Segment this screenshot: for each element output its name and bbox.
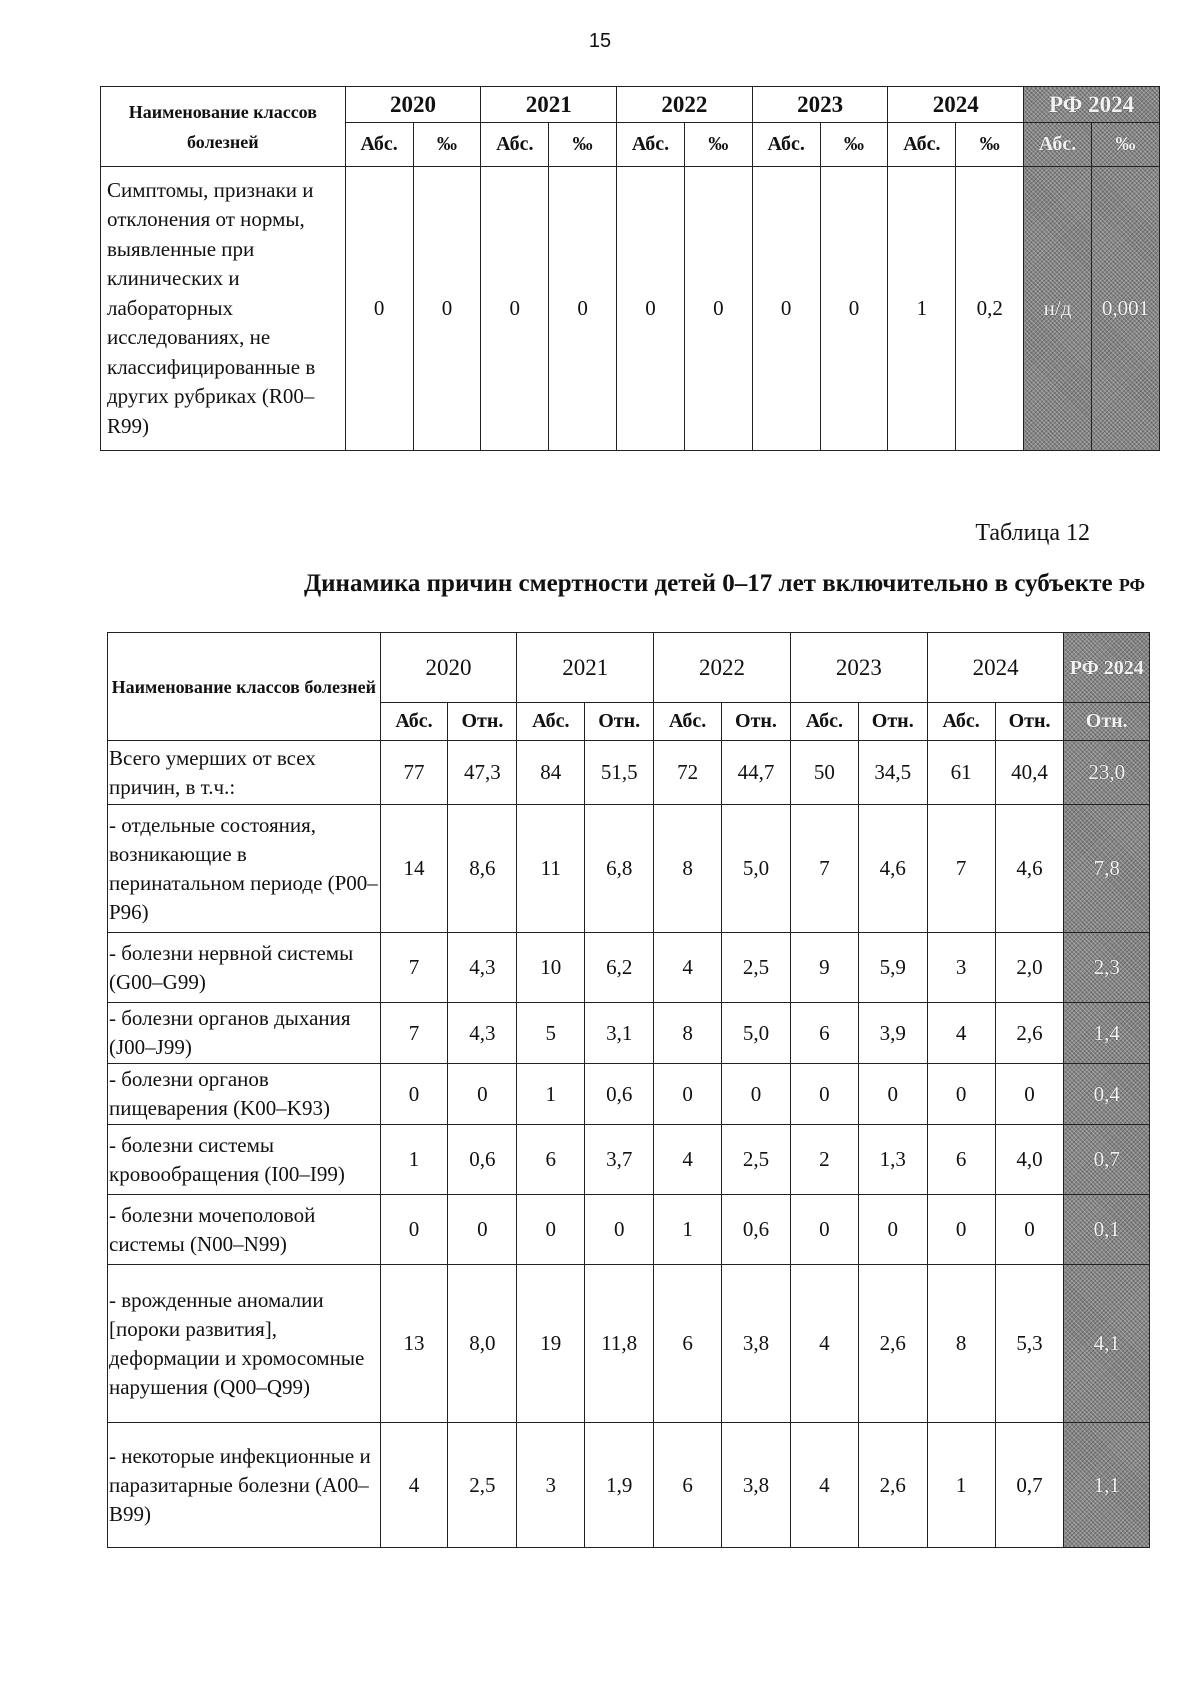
rf-cell-rel: 0,001 — [1091, 167, 1159, 451]
cell-value: 1 — [927, 1423, 995, 1548]
cell-value: 1 — [380, 1125, 448, 1195]
sub-header-abs: Абс. — [752, 123, 820, 167]
cell-value: 4,3 — [448, 1003, 517, 1064]
sub-header-rel: ‰ — [413, 123, 481, 167]
table-row — [108, 1064, 1150, 1125]
table-row — [108, 933, 1150, 1003]
year-header: 2023 — [790, 633, 927, 703]
cell-value: 8,6 — [448, 805, 517, 933]
cell-value: 0 — [448, 1064, 517, 1125]
cell-value: 4,3 — [448, 933, 517, 1003]
cell-value: 2,6 — [858, 1265, 927, 1423]
cell-value: 4 — [790, 1423, 858, 1548]
cell-value: 1,9 — [585, 1423, 654, 1548]
table-row — [108, 1003, 1150, 1064]
cell-value: 47,3 — [448, 741, 517, 805]
sub-header-rel: ‰ — [820, 123, 888, 167]
top-table — [100, 86, 1160, 451]
row-name: - болезни органов пищеварения (K00–K93) — [108, 1064, 381, 1125]
cell-value: 50 — [790, 741, 858, 805]
sub-header-abs: Абс. — [380, 703, 448, 741]
table-row — [108, 1195, 1150, 1265]
table-row — [108, 1265, 1150, 1423]
cell-value: 0 — [481, 167, 549, 451]
cell-value: 3 — [517, 1423, 585, 1548]
cell-value: 9 — [790, 933, 858, 1003]
sub-header-rel: Отн. — [448, 703, 517, 741]
cell-value: 6,8 — [585, 805, 654, 933]
cell-value: 1 — [654, 1195, 722, 1265]
rf-cell: 1,1 — [1064, 1423, 1150, 1548]
cell-value: 6 — [654, 1423, 722, 1548]
cell-value: 3,9 — [858, 1003, 927, 1064]
year-header: 2023 — [752, 87, 888, 123]
row-name: Симптомы, признаки и отклонения от нормы, выявленные при клинических и лабораторных исследованиях, не классифицированные в других рубриках (R00–R99) — [101, 167, 346, 451]
cell-value: 7 — [790, 805, 858, 933]
rf-sub-header: Отн. — [1064, 703, 1150, 741]
cell-value: 0 — [380, 1064, 448, 1125]
sub-header-abs: Абс. — [654, 703, 722, 741]
sub-header-rel: Отн. — [585, 703, 654, 741]
sub-header-rel: ‰ — [549, 123, 617, 167]
cell-value: 8,0 — [448, 1265, 517, 1423]
cell-value: 1,3 — [858, 1125, 927, 1195]
cell-value: 19 — [517, 1265, 585, 1423]
cell-value: 4 — [654, 1125, 722, 1195]
column-header-name: Наименование классов болезней — [108, 633, 381, 741]
cell-value: 0 — [413, 167, 481, 451]
cell-value: 5,3 — [995, 1265, 1064, 1423]
cell-value: 5,0 — [722, 805, 791, 933]
cell-value: 0 — [995, 1195, 1064, 1265]
cell-value: 8 — [927, 1265, 995, 1423]
cell-value: 3,7 — [585, 1125, 654, 1195]
table-row — [108, 805, 1150, 933]
year-header: 2022 — [654, 633, 791, 703]
cell-value: 0,6 — [722, 1195, 791, 1265]
cell-value: 77 — [380, 741, 448, 805]
cell-value: 0 — [549, 167, 617, 451]
cell-value: 0,6 — [448, 1125, 517, 1195]
cell-value: 5 — [517, 1003, 585, 1064]
cell-value: 6 — [517, 1125, 585, 1195]
cell-value: 0,2 — [956, 167, 1024, 451]
row-name: - врожденные аномалии [пороки развития], деформации и хромосомные нарушения (Q00–Q99) — [108, 1265, 381, 1423]
cell-value: 5,9 — [858, 933, 927, 1003]
cell-value: 0 — [858, 1195, 927, 1265]
cell-value: 51,5 — [585, 741, 654, 805]
cell-value: 0,6 — [585, 1064, 654, 1125]
rf-sub-header-abs: Абс. — [1024, 123, 1092, 167]
table-label: Таблица 12 — [975, 520, 1090, 546]
cell-value: 11,8 — [585, 1265, 654, 1423]
cell-value: 10 — [517, 933, 585, 1003]
cell-value: 2,6 — [995, 1003, 1064, 1064]
cell-value: 3,8 — [722, 1265, 791, 1423]
rf-cell: 23,0 — [1064, 741, 1150, 805]
cell-value: 0 — [858, 1064, 927, 1125]
sub-header-rel: Отн. — [858, 703, 927, 741]
row-name: - отдельные состояния, возникающие в перинатальном периоде (P00–P96) — [108, 805, 381, 933]
cell-value: 3 — [927, 933, 995, 1003]
cell-value: 2 — [790, 1125, 858, 1195]
sub-header-abs: Абс. — [517, 703, 585, 741]
cell-value: 2,6 — [858, 1423, 927, 1548]
rf-year-header: РФ 2024 — [1064, 633, 1150, 703]
cell-value: 5,0 — [722, 1003, 791, 1064]
cell-value: 0 — [617, 167, 685, 451]
cell-value: 7 — [927, 805, 995, 933]
cell-value: 3,8 — [722, 1423, 791, 1548]
cell-value: 0 — [752, 167, 820, 451]
cell-value: 0 — [517, 1195, 585, 1265]
cell-value: 34,5 — [858, 741, 927, 805]
cell-value: 7 — [380, 1003, 448, 1064]
cell-value: 11 — [517, 805, 585, 933]
main-table — [107, 632, 1150, 1548]
table-title: Динамика причин смертности детей 0–17 лет включительно в субъекте РФ — [303, 570, 1145, 597]
cell-value: 0 — [820, 167, 888, 451]
year-header: 2021 — [517, 633, 654, 703]
sub-header-rel: ‰ — [684, 123, 752, 167]
year-header: 2020 — [380, 633, 517, 703]
rf-cell-abs: н/д — [1024, 167, 1092, 451]
cell-value: 4 — [790, 1265, 858, 1423]
cell-value: 72 — [654, 741, 722, 805]
cell-value: 0 — [345, 167, 413, 451]
cell-value: 0 — [448, 1195, 517, 1265]
sub-header-abs: Абс. — [790, 703, 858, 741]
cell-value: 6 — [927, 1125, 995, 1195]
rf-cell: 4,1 — [1064, 1265, 1150, 1423]
cell-value: 0 — [927, 1195, 995, 1265]
rf-year-header: РФ 2024 — [1024, 87, 1160, 123]
row-name: - болезни системы кровообращения (I00–I99) — [108, 1125, 381, 1195]
rf-cell: 7,8 — [1064, 805, 1150, 933]
cell-value: 7 — [380, 933, 448, 1003]
cell-value: 4 — [654, 933, 722, 1003]
sub-header-rel: Отн. — [722, 703, 791, 741]
page-number: 15 — [588, 30, 612, 52]
rf-cell: 1,4 — [1064, 1003, 1150, 1064]
cell-value: 0,7 — [995, 1423, 1064, 1548]
rf-cell: 0,4 — [1064, 1064, 1150, 1125]
cell-value: 2,5 — [722, 1125, 791, 1195]
cell-value: 0 — [722, 1064, 791, 1125]
cell-value: 13 — [380, 1265, 448, 1423]
cell-value: 14 — [380, 805, 448, 933]
row-name: - болезни органов дыхания (J00–J99) — [108, 1003, 381, 1064]
cell-value: 6 — [790, 1003, 858, 1064]
column-header-name: Наименование классов болезней — [101, 87, 346, 167]
cell-value: 8 — [654, 805, 722, 933]
cell-value: 0 — [790, 1064, 858, 1125]
table-row — [108, 1125, 1150, 1195]
cell-value: 0 — [995, 1064, 1064, 1125]
cell-value: 8 — [654, 1003, 722, 1064]
table-row — [108, 1423, 1150, 1548]
year-header: 2024 — [927, 633, 1064, 703]
rf-cell: 0,1 — [1064, 1195, 1150, 1265]
table-row — [101, 167, 1160, 451]
cell-value: 4,6 — [995, 805, 1064, 933]
rf-cell: 0,7 — [1064, 1125, 1150, 1195]
cell-value: 84 — [517, 741, 585, 805]
cell-value: 40,4 — [995, 741, 1064, 805]
cell-value: 0 — [927, 1064, 995, 1125]
cell-value: 0 — [585, 1195, 654, 1265]
cell-value: 6 — [654, 1265, 722, 1423]
row-name: - болезни нервной системы (G00–G99) — [108, 933, 381, 1003]
sub-header-rel: Отн. — [995, 703, 1064, 741]
sub-header-abs: Абс. — [345, 123, 413, 167]
rf-cell: 2,3 — [1064, 933, 1150, 1003]
row-name: Всего умерших от всех причин, в т.ч.: — [108, 741, 381, 805]
cell-value: 6,2 — [585, 933, 654, 1003]
table-row — [108, 741, 1150, 805]
cell-value: 1 — [888, 167, 956, 451]
cell-value: 0 — [380, 1195, 448, 1265]
year-header: 2020 — [345, 87, 481, 123]
cell-value: 4 — [927, 1003, 995, 1064]
year-header: 2022 — [617, 87, 753, 123]
cell-value: 0 — [790, 1195, 858, 1265]
cell-value: 44,7 — [722, 741, 791, 805]
sub-header-rel: ‰ — [956, 123, 1024, 167]
cell-value: 2,5 — [722, 933, 791, 1003]
cell-value: 1 — [517, 1064, 585, 1125]
cell-value: 61 — [927, 741, 995, 805]
cell-value: 0 — [654, 1064, 722, 1125]
cell-value: 0 — [684, 167, 752, 451]
cell-value: 2,0 — [995, 933, 1064, 1003]
sub-header-abs: Абс. — [481, 123, 549, 167]
cell-value: 4,0 — [995, 1125, 1064, 1195]
cell-value: 4 — [380, 1423, 448, 1548]
sub-header-abs: Абс. — [888, 123, 956, 167]
year-header: 2024 — [888, 87, 1024, 123]
sub-header-abs: Абс. — [927, 703, 995, 741]
sub-header-abs: Абс. — [617, 123, 685, 167]
cell-value: 4,6 — [858, 805, 927, 933]
cell-value: 3,1 — [585, 1003, 654, 1064]
row-name: - болезни мочеполовой системы (N00–N99) — [108, 1195, 381, 1265]
cell-value: 2,5 — [448, 1423, 517, 1548]
year-header: 2021 — [481, 87, 617, 123]
rf-sub-header-rel: ‰ — [1091, 123, 1159, 167]
row-name: - некоторые инфекционные и паразитарные болезни (A00–B99) — [108, 1423, 381, 1548]
